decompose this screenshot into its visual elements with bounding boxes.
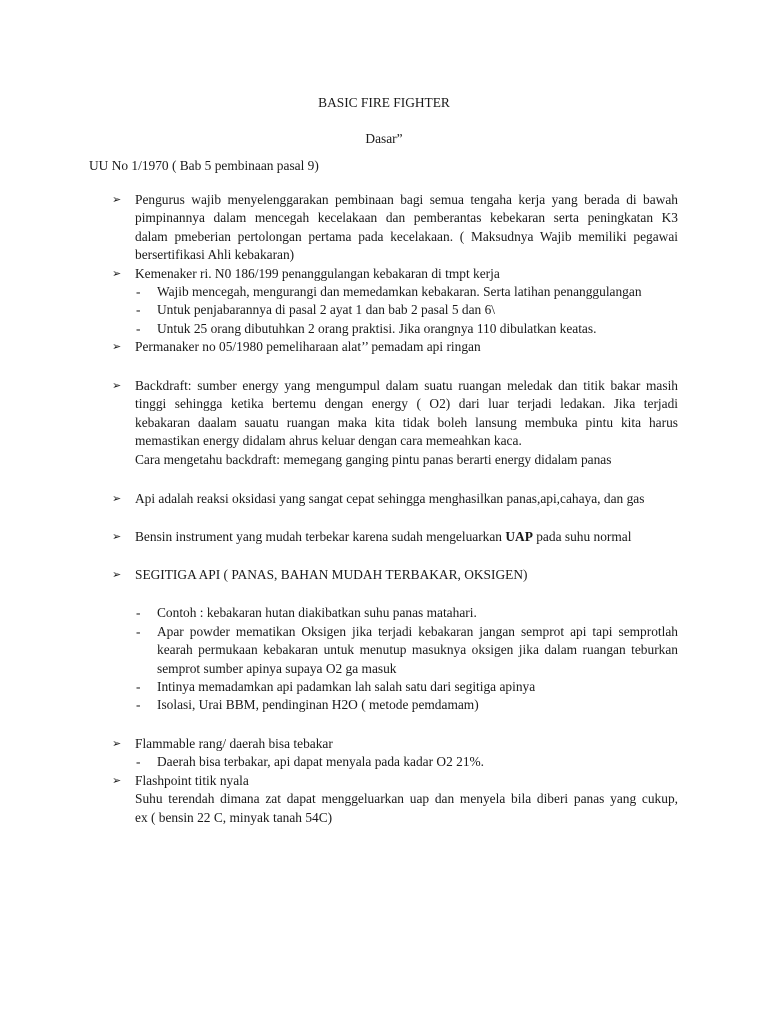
- text-line: Api adalah reaksi oksidasi yang sangat cepat sehingga menghasilkan panas,api,cahaya, dan gas: [135, 491, 645, 506]
- text-line: kebakaran daalam sauatu ruangan maka kita tidak boleh lansung membuka pintu kita harus: [135, 414, 678, 430]
- dash-bullet: -: [136, 284, 141, 300]
- sub-item: [112, 301, 678, 319]
- sub-item: [112, 623, 678, 678]
- text-line: Intinya memadamkan api padamkan lah salah satu dari segitiga apinya: [157, 679, 536, 695]
- section-api: [112, 490, 678, 508]
- arrow-bullet-icon: ➢: [112, 568, 122, 581]
- sub-item: [112, 283, 678, 301]
- dash-bullet: -: [136, 320, 141, 336]
- section-regulations: [112, 191, 678, 357]
- section-flammable: [112, 735, 678, 827]
- arrow-bullet-icon: ➢: [112, 737, 122, 750]
- text-line: Flammable rang/ daerah bisa tebakar: [135, 736, 333, 751]
- list-item-segitiga: [112, 566, 678, 584]
- text-line: Wajib mencegah, mengurangi dan memedamkan kebakaran. Serta latihan penanggulangan: [157, 284, 642, 300]
- text-line: [135, 528, 678, 546]
- list-item-api: [112, 490, 678, 508]
- law-reference: UU No 1/1970 ( Bab 5 pembinaan pasal 9): [89, 158, 319, 173]
- dash-bullet: -: [136, 679, 141, 695]
- sub-item: [112, 753, 678, 771]
- text-line: Pengurus wajib menyelenggarakan pembinaan bagi semua tengaha kerja yang berada di bawah: [135, 192, 678, 207]
- text-run: Bensin instrument yang mudah terbekar karena sudah mengeluarkan: [135, 529, 506, 544]
- text-line: ex ( bensin 22 C, minyak tanah 54C): [135, 809, 333, 825]
- sub-item: [112, 320, 678, 338]
- list-item-backdraft: [112, 377, 678, 469]
- arrow-bullet-icon: ➢: [112, 773, 122, 787]
- dash-bullet: -: [136, 623, 141, 639]
- text-line: Backdraft: sumber energy yang mengumpul dalam suatu ruangan meledak dan titik bakar masih: [135, 378, 678, 393]
- text-line: kearah permukaan kebakaran untuk menutup masuknya oksigen jika dalam ruangan teburkan: [157, 642, 678, 658]
- arrow-bullet-icon: ➢: [112, 530, 122, 543]
- arrow-bullet-icon: ➢: [112, 193, 122, 206]
- text-line: Permanaker no 05/1980 pemeliharaan alat’’ pemadam api ringan: [135, 339, 481, 355]
- list-item-permanaker: [112, 338, 678, 356]
- dash-bullet: -: [136, 697, 141, 713]
- text-line: pimpinannya dalam mencegah kecelakaan dan pemberantas kebekaran serta peningkatan K3: [135, 210, 678, 226]
- text-line: bersertifikasi Ahli kebakaran): [135, 247, 295, 263]
- list-item-flashpoint: [112, 772, 678, 827]
- dash-bullet: -: [136, 754, 141, 770]
- doc-subtitle: Dasar”: [365, 131, 403, 146]
- text-line: Daerah bisa terbakar, api dapat menyala pada kadar O2 21%.: [157, 754, 485, 770]
- list-item-flammable: [112, 735, 678, 753]
- text-line: Suhu terendah dimana zat dapat menggeluarkan uap dan menyela bila diberi panas yang cukup,: [135, 791, 678, 807]
- text-line: Kemenaker ri. N0 186/199 penanggulangan kebakaran di tmpt kerja: [135, 265, 500, 281]
- section-backdraft: [112, 377, 678, 469]
- text-line: Isolasi, Urai BBM, pendinginan H2O ( metode pemdamam): [157, 697, 479, 713]
- dash-bullet: -: [136, 302, 141, 318]
- arrow-bullet-icon: ➢: [112, 340, 122, 354]
- doc-title: BASIC FIRE FIGHTER: [318, 95, 450, 110]
- sub-item: [112, 604, 678, 622]
- text-line: Untuk penjabarannya di pasal 2 ayat 1 dan bab 2 pasal 5 dan 6\: [157, 302, 496, 318]
- text-line: Apar powder mematikan Oksigen jika terjadi kebakaran jangan semprot api tapi semprotlah: [157, 623, 678, 639]
- section-segitiga-api: [112, 566, 678, 715]
- text-run: pada suhu normal: [532, 529, 632, 544]
- arrow-bullet-icon: ➢: [112, 266, 122, 280]
- list-item-bensin: [112, 528, 678, 546]
- text-line: Contoh : kebakaran hutan diakibatkan suhu panas matahari.: [157, 605, 477, 621]
- text-line: tinggi sehingga ketika bertemu dengan energy ( O2) dari luar terjadi ledakan. Jika terjadi: [135, 396, 678, 412]
- text-line: dalam pmeberian pertolongan pertama pada kecelakaan. ( Maksudnya Wajib memiliki pegawai: [135, 228, 678, 244]
- dash-bullet: -: [136, 605, 141, 621]
- text-line: SEGITIGA API ( PANAS, BAHAN MUDAH TERBAKAR, OKSIGEN): [135, 567, 528, 582]
- bold-term-uap: UAP: [505, 529, 533, 544]
- list-item-pengurus: [112, 191, 678, 265]
- text-line: Flashpoint titik nyala: [135, 772, 249, 788]
- text-line: Untuk 25 orang dibutuhkan 2 orang praktisi. Jika orangnya 110 dibulatkan keatas.: [157, 320, 597, 336]
- sub-item: [112, 678, 678, 696]
- text-line: Cara mengetahu backdraft: memegang ganging pintu panas berarti energy didalam panas: [135, 451, 612, 467]
- list-item-kemenaker: [112, 265, 678, 283]
- arrow-bullet-icon: ➢: [112, 379, 122, 392]
- text-line: semprot sumber apinya supaya O2 ga masuk: [157, 660, 397, 676]
- section-bensin: [112, 528, 678, 546]
- arrow-bullet-icon: ➢: [112, 492, 122, 505]
- sub-item: [112, 696, 678, 714]
- text-line: memastikan energy didalam ahrus keluar dengan cara memeahkan kaca.: [135, 433, 522, 449]
